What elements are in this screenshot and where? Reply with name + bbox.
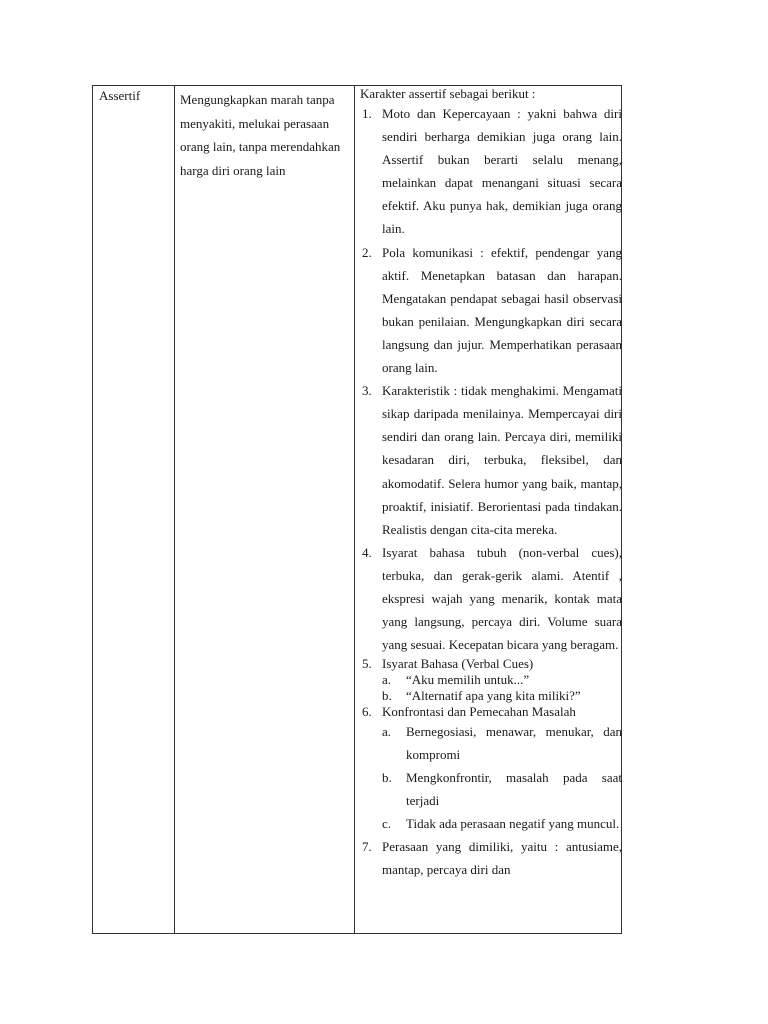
list-item: 5. Isyarat Bahasa (Verbal Cues) a. “Aku memilih untuk...” b. “Alternatif apa yang kita miliki?” [360,656,622,704]
sub-list-item: a. Bernegosiasi, menawar, menukar, dan kompromi [382,724,622,763]
sub-list-item: b. “Alternatif apa yang kita miliki?” [382,688,581,704]
sub-list [382,720,622,835]
sub-list-item: c. Tidak ada perasaan negatif yang muncul. [382,816,620,832]
characteristics-intro: Karakter assertif sebagai berikut : [360,86,536,101]
definition-cell: Mengungkapkan marah tanpa menyakiti, melukai perasaan orang lain, tanpa merendahkan harga diri orang lain [180,92,341,178]
list-item: 4. Isyarat bahasa tubuh (non-verbal cues), terbuka, dan gerak-gerik alami. Atentif , ekspresi wajah yang menarik, kontak mata yang langsung, percaya diri. Volume suara yang sesuai. Kecepatan bicara yang beragam. [362,544,622,653]
sub-list-item: a. “Aku memilih untuk...” [382,672,530,688]
characteristics-cell [360,86,622,933]
term-cell: Assertif [99,88,141,103]
characteristics-list [360,102,622,881]
list-item: 3. Karakteristik : tidak menghakimi. Mengamati sikap daripada menilainya. Mempercayai diri sendiri dan orang lain. Percaya diri, memiliki kesadaran diri, terbuka, fleksibel, dan akomodatif. Selera humor yang baik, mantap, proaktif, inisiatif. Berorientasi pada tindakan. Realistis dengan cita-cita mereka. [362,383,622,537]
list-item: 6. Konfrontasi dan Pemecahan Masalah a. Bernegosiasi, menawar, menukar, dan kompromi b. Mengkonfrontir, masalah pada saat terjadi c. Tidak ada perasaan negatif yang muncul. [360,704,622,835]
sub-list-item: b. Mengkonfrontir, masalah pada saat terjadi [382,770,622,809]
assertif-table [92,85,622,934]
list-item: 7. Perasaan yang dimiliki, yaitu : antusiame, mantap, percaya diri dan [362,839,622,878]
list-item: 2. Pola komunikasi : efektif, pendengar yang aktif. Menetapkan batasan dan harapan. Mengatakan pendapat sebagai hasil observasi bukan penilaian. Mengungkapkan diri secara langsung dan jujur. Memperhatikan perasaan orang lain. [362,244,622,376]
list-item: 1. Moto dan Kepercayaan : yakni bahwa diri sendiri berharga demikian juga orang lain. Assertif bukan berarti selalu menang, melainkan dapat menangani situasi secara efektif. Aku punya hak, demikian juga orang lain. [362,106,622,237]
column-divider [354,86,355,933]
column-divider [174,86,175,933]
sub-list [382,672,622,704]
